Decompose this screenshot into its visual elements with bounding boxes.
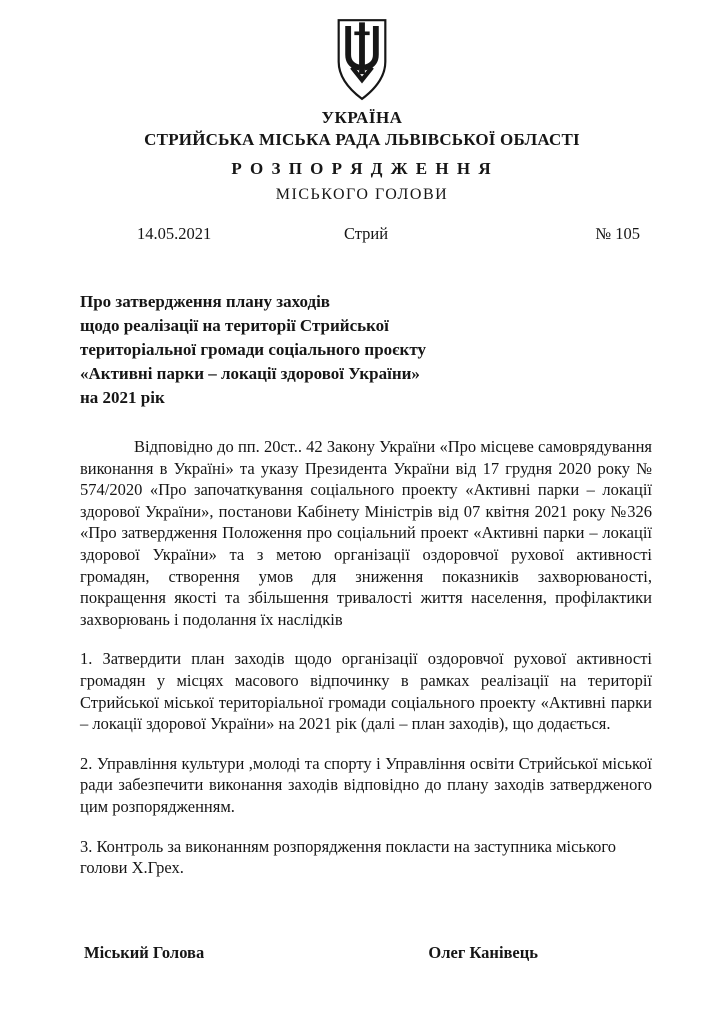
signature-row [0, 943, 724, 963]
document-date: 14.05.2021 [137, 224, 212, 243]
subject-line: територіальної громади соціального проєкту [80, 340, 426, 359]
subject-line: Про затвердження плану заходів [80, 292, 330, 311]
meta-row [80, 224, 652, 244]
subject-line: «Активні парки – локації здорової України» [80, 364, 420, 383]
ukraine-trident-emblem-icon [0, 18, 724, 104]
order-item-3: 3. Контроль за виконанням розпорядження покласти на заступника міського голови Х.Грех. [80, 836, 616, 878]
document-header [0, 0, 724, 204]
document-number: № 105 [595, 224, 640, 243]
order-item-1: 1. Затвердити план заходів щодо організації оздоровчої рухової активності громадян у місцях масового відпочинку в рамках реалізації на території Стрийської міської територіальної громади соціального проекту «Активні парки – локації здорової України» на 2021 рік (далі – план заходів), що додається. [80, 649, 652, 734]
signatory-name: Олег Канівець [428, 942, 538, 962]
subject-line: на 2021 рік [80, 388, 165, 407]
document-subject [80, 290, 652, 410]
council-title: СТРИЙСЬКА МІСЬКА РАДА ЛЬВІВСЬКОЇ ОБЛАСТІ [144, 130, 580, 149]
preamble-paragraph: Відповідно до пп. 20ст.. 42 Закону України «Про місцеве самоврядування виконання в Україні» та указу Президента України від 17 грудня 2020 року № 574/2020 «Про започаткування соціального проекту «Активні парки – локації здорової України», постанови Кабінету Міністрів від 07 квітня 2021 року №326 «Про затвердження Положення про соціальний проект «Активні парки – локації здорової України» та з метою організації оздоровчої рухової активності громадян, створення умов для зниження показників захворюваності, покращення якості та збільшення тривалості життя населення, профілактики захворювань і подолання їх наслідків [80, 437, 652, 629]
document-type-title: Р О З П О Р Я Д Ж Е Н Н Я [231, 159, 493, 178]
order-item-2: 2. Управління культури ,молоді та спорту і Управління освіти Стрийської міської ради забезпечити виконання заходів відповідно до плану заходів затвердженого цим розпорядженням. [80, 753, 652, 816]
signatory-title: Міський Голова [84, 942, 205, 962]
country-title: УКРАЇНА [321, 108, 403, 127]
subject-line: щодо реалізації на території Стрийської [80, 316, 389, 335]
document-author-title: МІСЬКОГО ГОЛОВИ [275, 186, 449, 203]
document-place: Стрий [343, 224, 389, 243]
